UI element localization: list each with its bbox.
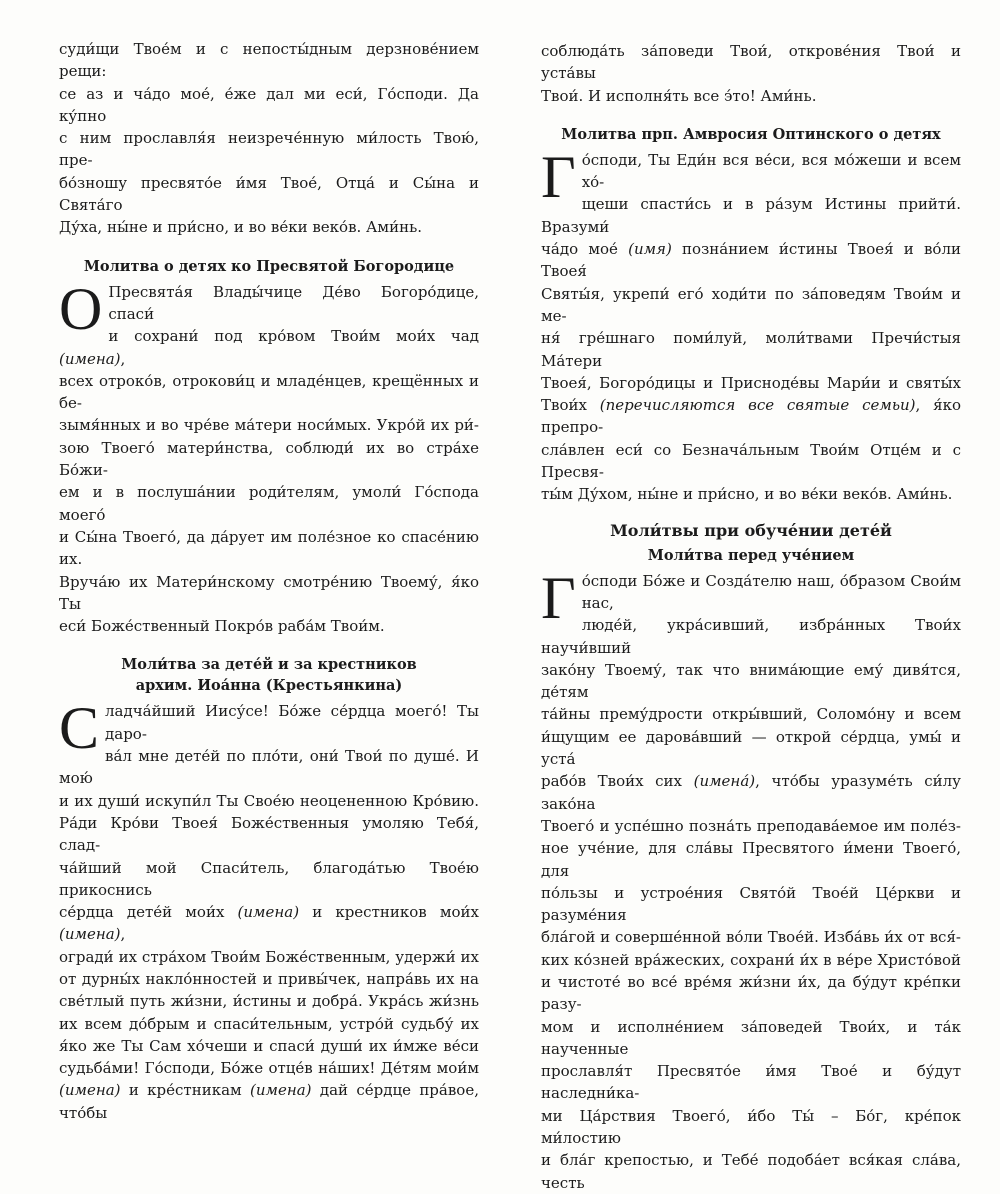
text-line: ное уче́ние, для сла́вы Пресвятого и́мени Твоего́, для xyxy=(541,839,961,880)
text-line: щеши спасти́сь и в ра́зум Истины прийти́. Вразуми́ xyxy=(541,195,961,236)
left-intro-paragraph xyxy=(59,38,479,239)
text-line: ча́до мое́ (имя) позна́нием и́стины Твоея́ и во́ли Твоея́ xyxy=(541,240,961,281)
text-line: ем и в послуша́нии роди́телям, умоли́ Го́спода моего́ xyxy=(59,483,479,524)
section-title-teaching: Моли́твы при обуче́нии дете́й xyxy=(610,520,892,540)
text-line: се́рдца дете́й мои́х (имена) и крестников мои́х (имена), xyxy=(59,903,480,944)
text-line: огради́ их стра́хом Твои́м Боже́ственным, удержи́ их xyxy=(59,947,479,966)
text-line: мом и исполне́нием за́поведей Твои́х, и та́к наученные xyxy=(541,1017,961,1058)
text-line: све́тлый путь жи́зни, и́стины и добра́. Укра́сь жи́знь xyxy=(59,992,479,1011)
right-intro-paragraph xyxy=(541,40,961,107)
right-page xyxy=(541,0,961,1192)
text-line: ча́йший мой Спаси́тель, благода́тью Твое́ю прикоснись xyxy=(59,858,479,899)
prayer-author: архим. Иоа́нна (Крестьянкина) xyxy=(135,677,403,695)
text-line: прославля́т Пресвято́е и́мя Твое́ и бу́дут наследни́ка- xyxy=(541,1062,961,1103)
prayer-before-study xyxy=(541,564,961,1194)
text-line: ких ко́зней вра́жеских, сохрани́ и́х в ве́ре Христо́вой xyxy=(541,950,961,969)
text-line: и Сы́на Твоего́, да да́рует им поле́зное ко спасе́нию их. xyxy=(59,527,479,569)
prayer-ambrose xyxy=(541,143,961,506)
text-line: бла́гой и соверше́нной во́ли Твое́й. Изба́вь и́х от вся́- xyxy=(541,928,961,947)
text-line: еси́ Боже́ственный Покро́в раба́м Твои́м. xyxy=(59,617,385,636)
text-line: рабо́в Твои́х сих (имена́), что́бы уразуме́ть си́лу зако́на xyxy=(541,772,961,813)
text-line: Вруча́ю их Матери́нскому смотре́нию Твоему́, я́ко Ты xyxy=(59,572,479,613)
text-line: от дурны́х накло́нностей и привы́чек, напра́вь их на xyxy=(59,969,479,988)
text-line: ми Ца́рствия Твоего́, и́бо Ты́ – Бо́г, кре́пок ми́лостию xyxy=(541,1106,961,1148)
text-line: Пресвята́я Влады́чице Де́во Богоро́дице, спаси́ xyxy=(108,282,479,323)
text-line: с ним прославля́я неизрече́нную ми́лость Твою́, пре- xyxy=(59,129,479,170)
text-line: зымя́нных и во чре́ве ма́тери носи́мых. Укро́й их ри́- xyxy=(59,416,479,435)
text-line: ва́л мне дете́й по пло́ти, они́ Твои́ по душе́. И мою́ xyxy=(59,747,479,788)
prayer-title-theotokos: Молитва о детях ко Пресвятой Богородице xyxy=(83,257,455,275)
text-line: и их души́ искупи́л Ты Свое́ю неоцененною Кро́вию. xyxy=(59,791,479,810)
prayer-theotokos xyxy=(59,275,479,638)
drop-cap: О xyxy=(59,275,103,342)
text-line: ты́м Ду́хом, ны́не и при́сно, и во ве́ки веко́в. Ами́нь. xyxy=(541,485,953,504)
prayer-title-before-study: Моли́тва перед уче́нием xyxy=(647,546,855,564)
text-line: та́йны прему́дрости откры́вший, Соломо́ну и всем xyxy=(541,705,961,724)
text-line: Святы́я, укрепи́ его́ ходи́ти по за́поведям Твои́м и ме- xyxy=(541,284,961,325)
text-line: и чистоте́ во все́ вре́мя жи́зни и́х, да бу́дут кре́пки разу- xyxy=(541,972,961,1014)
text-line: и́щущим ее дарова́вший — открой се́рдца, умы́ и уста́ xyxy=(541,727,961,769)
text-line: суди́щи Твое́м и с непосты́дным дерзнове́нием рещи: xyxy=(59,40,479,81)
text-line: зако́ну Твоему́, так что внима́ющие ему́ дивя́тся, де́тям xyxy=(541,660,961,702)
text-line: Ду́ха, ны́не и при́сно, и во ве́ки веко́в. Ами́нь. xyxy=(59,218,423,237)
drop-cap: Г xyxy=(541,564,576,631)
text-line: Твоея́, Богоро́дицы и Присноде́вы Мари́и и святы́х xyxy=(541,373,961,392)
text-line: Твоего́ и успе́шно позна́ть преподава́емое им поле́з- xyxy=(541,816,961,835)
left-page xyxy=(59,0,480,1122)
prayer-title-children: Моли́тва за дете́й и за крестников xyxy=(121,656,417,674)
text-line: ладча́йший Иису́се! Бо́же се́рдца моего́! Ты даро- xyxy=(105,702,479,743)
text-line: Твои́х (перечисляются все святые семьи), я́ко препро- xyxy=(541,396,961,437)
text-line: их всем до́брым и спаси́тельным, устро́й судьбу́ их xyxy=(59,1014,479,1033)
text-line: ня́ гре́шнаго поми́луй, моли́твами Пречи́стыя Ма́тери xyxy=(541,329,961,370)
text-line: я́ко же Ты Сам хо́чеши и спаси́ души́ их и́мже ве́си xyxy=(59,1036,479,1055)
text-line: люде́й, укра́сивший, избра́нных Твои́х научи́вший xyxy=(541,616,961,657)
text-line: всех отроко́в, отрокови́ц и младе́нцев, крещённых и бе- xyxy=(59,371,479,413)
prayer-children-godchildren xyxy=(59,695,480,1124)
text-line: и бла́г крепостью, и Тебе́ подоба́ет вся́кая сла́ва, честь xyxy=(541,1151,961,1192)
text-line: судьба́ми! Го́споди, Бо́же отце́в на́ших! Де́тям мои́м xyxy=(59,1059,479,1078)
text-line: сла́влен еси́ со Безнача́льным Твои́м Отце́м и с Пресвя- xyxy=(541,440,961,482)
prayer-title-ambrose: Молитва прп. Амвросия Оптинского о детях xyxy=(561,125,941,143)
text-line: зою Твоего́ матери́нства, соблюди́ их во стра́хе Бо́жи- xyxy=(59,438,479,480)
drop-cap: С xyxy=(59,695,100,762)
text-line: (имена) и кре́стникам (имена) дай се́рдце пра́вое, что́бы xyxy=(59,1081,479,1122)
text-line: о́споди, Ты Еди́н вся ве́си, вся мо́жеши и всем хо́- xyxy=(581,150,961,192)
drop-cap: Г xyxy=(541,143,576,210)
text-line: се аз и ча́до мое́, е́же дал ми еси́, Го́споди. Да ку́пно xyxy=(59,84,479,125)
text-line: бо́зношу пресвято́е и́мя Твое́, Отца́ и Сы́на и Свята́го xyxy=(59,173,479,215)
text-line: по́льзы и устрое́ния Свято́й Твое́й Це́ркви и разуме́ния xyxy=(541,883,961,925)
text-line: о́споди Бо́же и Созда́телю наш, о́бразом Свои́м нас, xyxy=(581,571,961,612)
text-line: и сохрани́ под кро́вом Твои́м мои́х чад (имена), xyxy=(59,327,479,368)
text-line: соблюда́ть за́поведи Твои́, открове́ния Твои́ и уста́вы xyxy=(541,42,961,83)
text-line: Твои́. И исполня́ть все э́то! Ами́нь. xyxy=(541,86,817,105)
text-line: Ра́ди Кро́ви Твоея́ Боже́ственныя умоляю Тебя́, слад- xyxy=(59,813,479,855)
